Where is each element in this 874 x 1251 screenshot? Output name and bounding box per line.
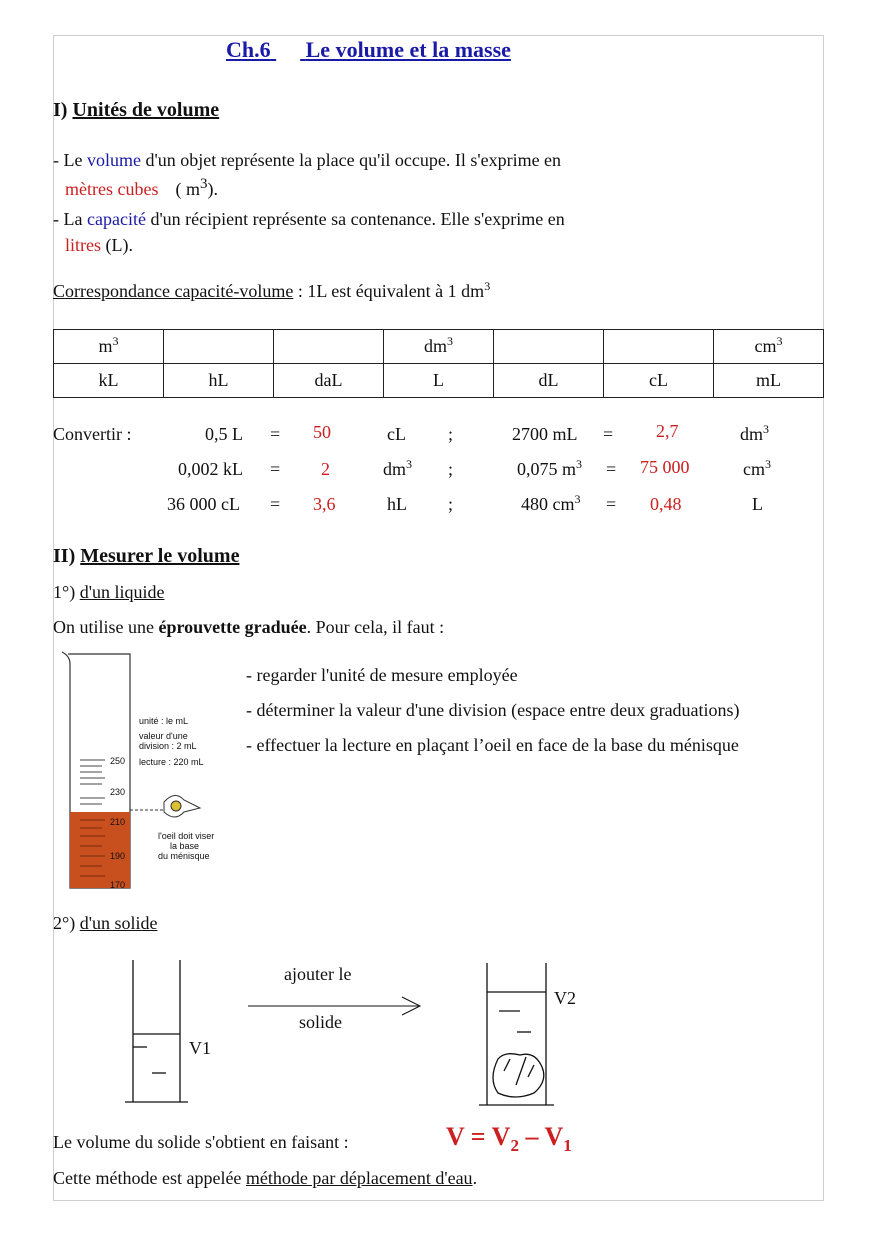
graduation-marks	[80, 760, 105, 804]
table-cell: daL	[274, 364, 384, 398]
table-cell	[164, 330, 274, 364]
exponent: 3	[199, 176, 208, 192]
volume-v1-label: V1	[189, 1038, 211, 1058]
text-segment: ).	[207, 179, 218, 199]
eye-caption: du ménisque	[158, 851, 210, 861]
capacity-definition	[53, 209, 565, 230]
section1-heading	[53, 99, 219, 122]
text-segment: - La	[53, 209, 87, 229]
arrow-label-top: ajouter le	[284, 964, 352, 984]
equals: =	[270, 459, 281, 479]
equals: =	[270, 494, 281, 514]
section1-title: Unités de volume	[72, 99, 220, 121]
convert-left: 480 $cm^3$	[521, 492, 581, 514]
cylinder-reading-label: lecture : 220 mL	[139, 757, 204, 767]
cylinder-before	[125, 960, 188, 1102]
table-cell: cL	[604, 364, 714, 398]
subsection-number: 2°)	[53, 913, 80, 933]
table-cell: L	[384, 364, 494, 398]
section1-number: I)	[53, 99, 68, 121]
convert-unit: L	[752, 494, 763, 514]
units-table	[53, 329, 824, 398]
text-segment: .	[472, 1168, 478, 1188]
subsection-title: d'un liquide	[79, 582, 165, 602]
text-segment: Cette méthode est appelée	[53, 1168, 246, 1188]
term-eprouvette: éprouvette graduée	[158, 617, 307, 637]
unit-symbol: ( m	[175, 179, 200, 199]
convert-left: 36 000 cL	[167, 494, 240, 514]
step-item: - déterminer la valeur d'une division (espace entre deux graduations)	[246, 700, 740, 720]
convert-unit: cL	[387, 424, 406, 444]
convert-answer: 2,7	[656, 421, 679, 441]
subsection-solide	[53, 913, 157, 934]
convert-left: 0,075 $m^3$	[517, 457, 583, 479]
page-title	[226, 37, 511, 63]
equals: =	[606, 494, 617, 514]
eye-caption: la base	[170, 841, 200, 851]
table-row	[54, 364, 824, 398]
convert-answer: 3,6	[313, 494, 336, 514]
convert-answer: 75 000	[640, 457, 690, 477]
unit-litres: litres	[65, 235, 101, 255]
table-cell	[274, 330, 384, 364]
liquid-intro	[53, 617, 444, 638]
table-cell: mL	[714, 364, 824, 398]
term-capacite: capacité	[86, 209, 146, 229]
section2-number: II)	[53, 545, 76, 567]
text-segment: . Pour cela, il faut :	[306, 617, 445, 637]
volume-unit-line	[65, 176, 218, 200]
separator: ;	[448, 494, 454, 514]
convert-unit: $dm^3$	[740, 422, 770, 444]
convert-answer: 2	[321, 459, 330, 479]
capacity-unit-line	[65, 235, 133, 256]
table-cell	[494, 330, 604, 364]
text-segment: d'un objet représente la place qu'il occupe. Il s'exprime en	[140, 150, 562, 170]
subsection-number: 1°)	[53, 582, 80, 602]
graduation-190: 190	[110, 851, 126, 861]
text-segment: On utilise une	[53, 617, 159, 637]
exponent: 3	[484, 279, 491, 293]
table-cell	[604, 330, 714, 364]
result-text: Le volume du solide s'obtient en faisant :	[53, 1132, 349, 1152]
text-segment: d'un récipient représente sa contenance. Elle s'exprime en	[145, 209, 565, 229]
convert-label: Convertir :	[53, 424, 132, 444]
table-cell: dL	[494, 364, 604, 398]
text-segment: (L).	[101, 235, 133, 255]
solid-object	[493, 1054, 544, 1097]
arrow-label-bottom: solide	[299, 1012, 342, 1032]
graduation-170: 170	[110, 880, 126, 890]
table-cell: hL	[164, 364, 274, 398]
term-volume: volume	[86, 150, 141, 170]
eye-caption: l'oeil doit viser	[158, 831, 215, 841]
convert-unit: hL	[387, 494, 407, 514]
table-cell: $cm^3$	[714, 330, 824, 364]
cylinder-after	[479, 963, 554, 1105]
graduation-250: 250	[110, 756, 126, 766]
cylinder-division-label: valeur d'une	[139, 731, 188, 741]
equals: =	[270, 424, 281, 444]
equals: =	[603, 424, 614, 444]
equals: =	[606, 459, 617, 479]
method-name: méthode par déplacement d'eau	[245, 1168, 473, 1188]
cylinder-division-value: division : 2 mL	[139, 741, 197, 751]
convert-left: 0,5 L	[205, 424, 243, 444]
table-cell: kL	[54, 364, 164, 398]
method-line	[53, 1168, 477, 1189]
table-cell: $m^3$	[54, 330, 164, 364]
section2-heading	[53, 545, 239, 568]
convert-left: 2700 mL	[512, 424, 578, 444]
volume-v2-label: V2	[554, 988, 576, 1008]
cylinder-unit-label: unité : le mL	[139, 716, 189, 726]
eye-icon	[164, 795, 200, 817]
table-row	[54, 330, 824, 364]
table-cell: $dm^3$	[384, 330, 494, 364]
step-item: - regarder l'unité de mesure employée	[246, 665, 518, 685]
eye-pupil-icon	[171, 801, 181, 811]
convert-unit: $dm^3$	[383, 457, 413, 479]
convert-left: 0,002 kL	[178, 459, 243, 479]
separator: ;	[448, 459, 454, 479]
text-segment: - Le	[53, 150, 87, 170]
unit-metres-cubes: mètres cubes	[65, 179, 159, 199]
chapter-number: Ch.6	[226, 37, 271, 62]
subsection-liquide	[53, 582, 164, 603]
convert-answer: 0,48	[650, 494, 682, 514]
section2-title: Mesurer le volume	[80, 545, 240, 567]
chapter-title: Le volume et la masse	[305, 37, 511, 62]
separator: ;	[448, 424, 454, 444]
convert-unit: $cm^3$	[743, 457, 771, 479]
correspondance-line	[53, 281, 490, 302]
correspondance-label: Correspondance capacité-volume	[53, 281, 294, 301]
convert-answer: 50	[313, 422, 331, 442]
graduation-210: 210	[110, 817, 126, 827]
volume-formula: $V = V_2 - V_1$	[446, 1122, 572, 1156]
graduation-230: 230	[110, 787, 126, 797]
text-segment: : 1L est équivalent à 1 dm	[293, 281, 485, 301]
step-item: - effectuer la lecture en plaçant l’oeil en face de la base du ménisque	[246, 735, 739, 755]
volume-definition	[53, 150, 561, 171]
subsection-title: d'un solide	[79, 913, 158, 933]
